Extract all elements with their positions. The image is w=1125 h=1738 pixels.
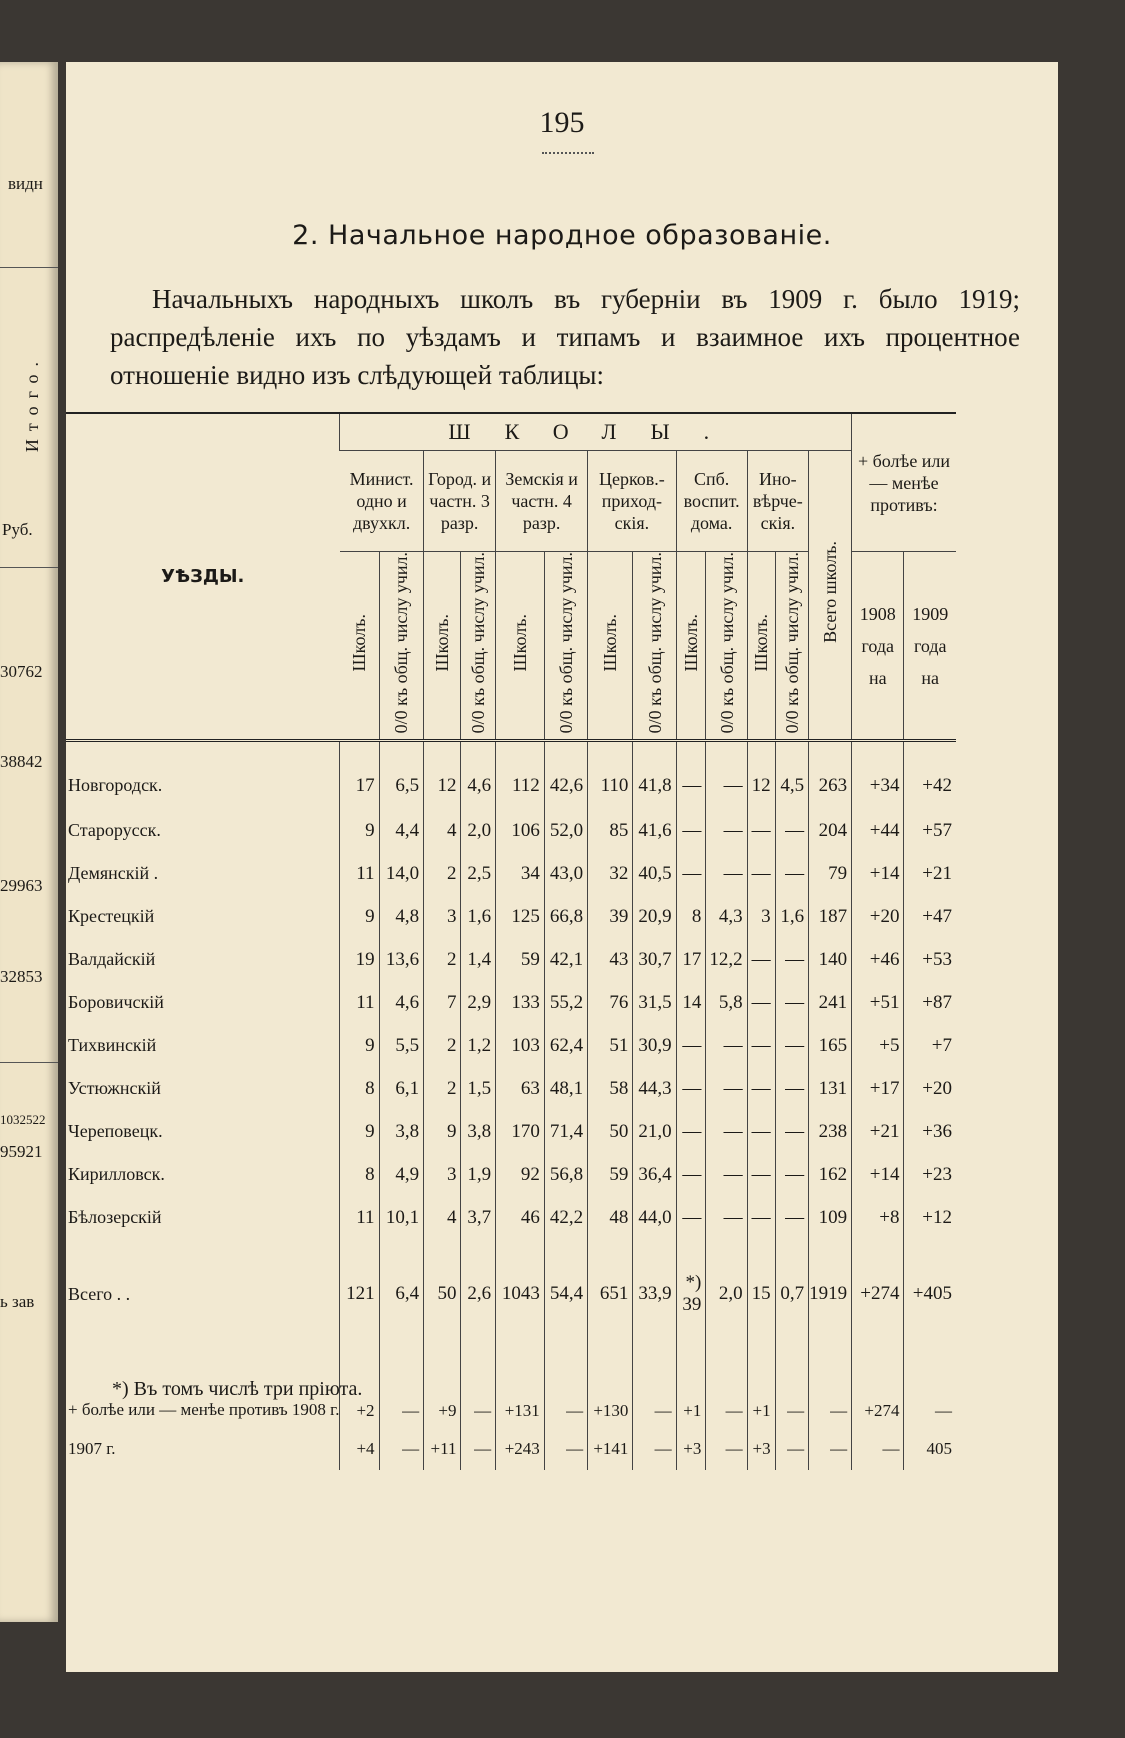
table-row	[66, 1325, 956, 1427]
value-cell: —	[809, 1427, 852, 1470]
value-cell: 9	[340, 895, 379, 938]
value-cell: 162	[809, 1153, 852, 1196]
value-cell: +8	[852, 1196, 904, 1239]
value-cell: 48	[588, 1196, 633, 1239]
group-zemstvo: Земскія и частн. 4 разр.	[496, 451, 588, 552]
value-cell: +243	[496, 1427, 545, 1470]
value-cell: 3	[424, 895, 461, 938]
district-cell: Кирилловск.	[68, 1164, 165, 1185]
value-cell: 8	[340, 1153, 379, 1196]
value-cell: 9	[340, 1110, 379, 1153]
total-column-header: Всего школъ.	[809, 451, 852, 741]
prev-fragment: 32853	[0, 967, 43, 986]
separator-row	[66, 1239, 956, 1263]
value-cell: 21,0	[633, 1110, 676, 1153]
value-cell: 0,7	[775, 1263, 808, 1325]
empty-cell	[424, 1239, 461, 1263]
value-cell: +23	[904, 1153, 956, 1196]
value-cell: 43	[588, 938, 633, 981]
value-cell: —	[706, 1427, 747, 1470]
value-cell: 110	[588, 741, 633, 810]
value-cell: +21	[852, 1110, 904, 1153]
diff-header: + болѣе или — менѣе противъ:	[852, 413, 956, 552]
empty-cell	[775, 1239, 808, 1263]
empty-cell	[496, 1239, 545, 1263]
value-cell: 405	[904, 1427, 956, 1470]
value-cell: —	[775, 852, 808, 895]
value-cell: —	[747, 1196, 775, 1239]
value-cell: 1919	[809, 1263, 852, 1325]
value-cell: 14	[676, 981, 706, 1024]
value-cell: —	[676, 1153, 706, 1196]
prev-fragment: 30762	[0, 662, 43, 681]
value-cell: 33,9	[633, 1263, 676, 1325]
value-cell: +141	[588, 1427, 633, 1470]
value-cell: —	[775, 1427, 808, 1470]
table-row	[66, 1110, 956, 1153]
empty-cell	[747, 1239, 775, 1263]
value-cell: 2	[424, 852, 461, 895]
value-cell: 3,7	[461, 1196, 496, 1239]
value-cell: —	[747, 852, 775, 895]
empty-cell	[904, 1239, 956, 1263]
value-cell: +53	[904, 938, 956, 981]
value-cell: —	[747, 1153, 775, 1196]
value-cell: 2,0	[461, 809, 496, 852]
section-heading: 2. Начальное народное образованіе.	[292, 220, 832, 251]
value-cell: 1,2	[461, 1024, 496, 1067]
value-cell: —	[544, 1325, 587, 1427]
value-cell: 50	[588, 1110, 633, 1153]
table-row	[66, 938, 956, 981]
footnote: *) Въ томъ числѣ три пріюта.	[112, 1378, 363, 1400]
empty-cell	[809, 1239, 852, 1263]
intro-paragraph: Начальныхъ народныхъ школъ въ губерніи въ 1909 г. было 1919; распредѣленіе ихъ по уѣздамъ и типамъ и взаимное ихъ процентное отношеніе видно изъ слѣдующей таблицы:	[110, 284, 1020, 390]
value-cell: —	[676, 852, 706, 895]
value-cell: 121	[340, 1263, 379, 1325]
prev-fragment: 95921	[0, 1142, 43, 1161]
value-cell: +57	[904, 809, 956, 852]
value-cell: 103	[496, 1024, 545, 1067]
value-cell: 34	[496, 852, 545, 895]
value-cell: 52,0	[544, 809, 587, 852]
value-cell: 4,5	[775, 741, 808, 810]
value-cell: 9	[424, 1110, 461, 1153]
district-cell: Тихвинскій	[68, 1035, 157, 1056]
value-cell: 76	[588, 981, 633, 1024]
super-header: ШКОЛЫ.	[340, 413, 852, 451]
empty-cell	[852, 1239, 904, 1263]
sub-percent: 0/0 къ общ. числу учил.	[706, 552, 747, 741]
value-cell: +130	[588, 1325, 633, 1427]
value-cell: —	[706, 1325, 747, 1427]
value-cell: +274	[852, 1263, 904, 1325]
value-cell: +9	[424, 1325, 461, 1427]
value-cell: —	[775, 938, 808, 981]
sub-percent: 0/0 къ общ. числу учил.	[544, 552, 587, 741]
sub-schools: Школъ.	[340, 552, 379, 741]
value-cell: 1,6	[461, 895, 496, 938]
district-cell: Бѣлозерскій	[68, 1207, 162, 1228]
value-cell: —	[775, 1067, 808, 1110]
sub-schools: Школъ.	[424, 552, 461, 741]
value-cell: 140	[809, 938, 852, 981]
value-cell: —	[706, 1067, 747, 1110]
value-cell: 63	[496, 1067, 545, 1110]
value-cell: 30,7	[633, 938, 676, 981]
value-cell: 46	[496, 1196, 545, 1239]
district-cell: Демянскій .	[68, 863, 159, 884]
value-cell: 17	[340, 741, 379, 810]
value-cell: 44,3	[633, 1067, 676, 1110]
value-cell: 4	[424, 809, 461, 852]
district-cell: Крестецкій	[68, 906, 155, 927]
value-cell: —	[747, 809, 775, 852]
value-cell: 1043	[496, 1263, 545, 1325]
value-cell: +14	[852, 1153, 904, 1196]
empty-cell	[706, 1239, 747, 1263]
value-cell: —	[379, 1325, 424, 1427]
value-cell: 4,4	[379, 809, 424, 852]
value-cell: —	[775, 1110, 808, 1153]
value-cell: 85	[588, 809, 633, 852]
value-cell: 165	[809, 1024, 852, 1067]
value-cell: 238	[809, 1110, 852, 1153]
value-cell: —	[747, 938, 775, 981]
value-cell: +1	[747, 1325, 775, 1427]
value-cell: +274	[852, 1325, 904, 1427]
value-cell: —	[633, 1325, 676, 1427]
value-cell: 11	[340, 852, 379, 895]
table-row	[66, 1067, 956, 1110]
value-cell: —	[747, 1024, 775, 1067]
value-cell: —	[379, 1427, 424, 1470]
value-cell: +87	[904, 981, 956, 1024]
value-cell: 7	[424, 981, 461, 1024]
value-cell: 6,4	[379, 1263, 424, 1325]
table-row	[66, 1427, 956, 1470]
value-cell: —	[461, 1427, 496, 1470]
value-cell: +405	[904, 1263, 956, 1325]
value-cell: 4,3	[706, 895, 747, 938]
value-cell: 36,4	[633, 1153, 676, 1196]
value-cell: —	[706, 741, 747, 810]
value-cell: 48,1	[544, 1067, 587, 1110]
value-cell: 30,9	[633, 1024, 676, 1067]
group-other-faith: Ино- вѣрче- скія.	[747, 451, 808, 552]
value-cell: 131	[809, 1067, 852, 1110]
row-header: УѢЗДЫ.	[66, 413, 340, 741]
empty-cell	[340, 1239, 379, 1263]
value-cell: 66,8	[544, 895, 587, 938]
sub-schools: Школъ.	[496, 552, 545, 741]
value-cell: 1,4	[461, 938, 496, 981]
ornament	[542, 146, 594, 154]
value-cell: —	[676, 741, 706, 810]
empty-cell	[66, 1239, 340, 1263]
district-cell: Валдайскій	[68, 949, 156, 970]
prev-fragment: ь зав	[0, 1292, 35, 1311]
value-cell: —	[633, 1427, 676, 1470]
sub-percent: 0/0 къ общ. числу учил.	[379, 552, 424, 741]
district-cell: Боровичскій	[68, 992, 164, 1013]
district-cell: + болѣе или — менѣе противъ 1908 г.	[68, 1400, 340, 1420]
value-cell: 31,5	[633, 981, 676, 1024]
group-ministerial: Минист. одно и двухкл.	[340, 451, 424, 552]
value-cell: —	[706, 809, 747, 852]
value-cell: 92	[496, 1153, 545, 1196]
value-cell: 13,6	[379, 938, 424, 981]
value-cell: 651	[588, 1263, 633, 1325]
value-cell: 50	[424, 1263, 461, 1325]
value-cell: 8	[340, 1067, 379, 1110]
value-cell: 1,9	[461, 1153, 496, 1196]
value-cell: +3	[747, 1427, 775, 1470]
group-city: Город. и частн. 3 разр.	[424, 451, 496, 552]
value-cell: +42	[904, 741, 956, 810]
value-cell: 2,5	[461, 852, 496, 895]
value-cell: —	[706, 852, 747, 895]
district-cell: Старорусск.	[68, 820, 161, 841]
value-cell: —	[775, 1024, 808, 1067]
value-cell: 106	[496, 809, 545, 852]
value-cell: +7	[904, 1024, 956, 1067]
value-cell: —	[775, 1325, 808, 1427]
value-cell: 112	[496, 741, 545, 810]
value-cell: 56,8	[544, 1153, 587, 1196]
value-cell: —	[706, 1196, 747, 1239]
value-cell: 125	[496, 895, 545, 938]
value-cell: 42,6	[544, 741, 587, 810]
value-cell: +51	[852, 981, 904, 1024]
value-cell: 12	[747, 741, 775, 810]
value-cell: +5	[852, 1024, 904, 1067]
empty-cell	[461, 1239, 496, 1263]
value-cell: 58	[588, 1067, 633, 1110]
empty-cell	[676, 1239, 706, 1263]
value-cell: 4,6	[379, 981, 424, 1024]
value-cell: 241	[809, 981, 852, 1024]
schools-table	[66, 412, 956, 1470]
value-cell: 42,1	[544, 938, 587, 981]
value-cell: —	[775, 809, 808, 852]
sub-percent: 0/0 къ общ. числу учил.	[461, 552, 496, 741]
value-cell: —	[747, 1110, 775, 1153]
value-cell: 187	[809, 895, 852, 938]
value-cell: 9	[340, 809, 379, 852]
value-cell: +3	[676, 1427, 706, 1470]
value-cell: 2	[424, 1067, 461, 1110]
table-row	[66, 852, 956, 895]
value-cell: 4,9	[379, 1153, 424, 1196]
empty-cell	[544, 1239, 587, 1263]
value-cell: 3	[747, 895, 775, 938]
value-cell: 71,4	[544, 1110, 587, 1153]
value-cell: —	[904, 1325, 956, 1427]
value-cell: 32	[588, 852, 633, 895]
value-cell: 59	[588, 1153, 633, 1196]
sub-schools: Школъ.	[676, 552, 706, 741]
value-cell: 41,8	[633, 741, 676, 810]
value-cell: 42,2	[544, 1196, 587, 1239]
value-cell: —	[809, 1325, 852, 1427]
value-cell: 133	[496, 981, 545, 1024]
value-cell: +11	[424, 1427, 461, 1470]
value-cell: 2,9	[461, 981, 496, 1024]
district-cell: 1907 г.	[68, 1438, 116, 1458]
table-row	[66, 1024, 956, 1067]
value-cell: 41,6	[633, 809, 676, 852]
value-cell: —	[747, 1067, 775, 1110]
district-cell: Устюжнскій	[68, 1078, 161, 1099]
value-cell: +46	[852, 938, 904, 981]
value-cell: 5,8	[706, 981, 747, 1024]
previous-page-edge	[0, 62, 58, 1622]
value-cell: —	[775, 1196, 808, 1239]
value-cell: 14,0	[379, 852, 424, 895]
value-cell: +36	[904, 1110, 956, 1153]
value-cell: 204	[809, 809, 852, 852]
sub-schools: Школъ.	[747, 552, 775, 741]
sub-schools: Школъ.	[588, 552, 633, 741]
year-1908-header: 1908 года на	[852, 552, 904, 741]
table-row	[66, 1263, 956, 1325]
table-row	[66, 895, 956, 938]
district-cell: Всего . .	[68, 1283, 131, 1304]
value-cell: —	[676, 1196, 706, 1239]
empty-cell	[633, 1239, 676, 1263]
value-cell: 20,9	[633, 895, 676, 938]
district-cell: Новгородск.	[68, 775, 163, 796]
value-cell: 3,8	[461, 1110, 496, 1153]
value-cell: 62,4	[544, 1024, 587, 1067]
value-cell: 12	[424, 741, 461, 810]
prev-fragment: 29963	[0, 876, 43, 895]
value-cell: 43,0	[544, 852, 587, 895]
empty-cell	[588, 1239, 633, 1263]
year-1909-header: 1909 года на	[904, 552, 956, 741]
table-row	[66, 741, 956, 810]
value-cell: 2	[424, 938, 461, 981]
sub-percent: 0/0 къ общ. числу учил.	[775, 552, 808, 741]
group-spb: Спб. воспит. дома.	[676, 451, 747, 552]
value-cell: 19	[340, 938, 379, 981]
prev-fragment: Итого.	[22, 354, 42, 453]
value-cell: —	[544, 1427, 587, 1470]
value-cell: 79	[809, 852, 852, 895]
sub-percent: 0/0 къ общ. числу учил.	[633, 552, 676, 741]
group-church: Церков.- приход- скія.	[588, 451, 676, 552]
value-cell: 4,8	[379, 895, 424, 938]
value-cell: 5,5	[379, 1024, 424, 1067]
value-cell: 1,5	[461, 1067, 496, 1110]
value-cell: 6,1	[379, 1067, 424, 1110]
value-cell: —	[747, 981, 775, 1024]
value-cell: 170	[496, 1110, 545, 1153]
value-cell: +21	[904, 852, 956, 895]
value-cell: 2	[424, 1024, 461, 1067]
value-cell: +20	[904, 1067, 956, 1110]
value-cell: 4	[424, 1196, 461, 1239]
value-cell: 11	[340, 1196, 379, 1239]
value-cell: 9	[340, 1024, 379, 1067]
prev-fragment: 1032522	[0, 1112, 46, 1127]
value-cell: —	[676, 809, 706, 852]
table-row	[66, 1153, 956, 1196]
value-cell: +131	[496, 1325, 545, 1427]
value-cell: —	[461, 1325, 496, 1427]
value-cell: +12	[904, 1196, 956, 1239]
value-cell: 51	[588, 1024, 633, 1067]
value-cell: 59	[496, 938, 545, 981]
prev-fragment: Руб.	[2, 520, 33, 539]
value-cell: —	[676, 1110, 706, 1153]
value-cell: 17	[676, 938, 706, 981]
value-cell: 2,6	[461, 1263, 496, 1325]
value-cell: 109	[809, 1196, 852, 1239]
value-cell: 12,2	[706, 938, 747, 981]
value-cell: 8	[676, 895, 706, 938]
value-cell: +14	[852, 852, 904, 895]
value-cell: 6,5	[379, 741, 424, 810]
value-cell: 40,5	[633, 852, 676, 895]
value-cell: 2,0	[706, 1263, 747, 1325]
value-cell: —	[706, 1153, 747, 1196]
table-body	[66, 741, 956, 1471]
value-cell: 15	[747, 1263, 775, 1325]
prev-fragment: 38842	[0, 752, 43, 771]
prev-fragment: видн	[8, 174, 43, 193]
value-cell: +44	[852, 809, 904, 852]
value-cell: 3	[424, 1153, 461, 1196]
value-cell: —	[706, 1110, 747, 1153]
district-cell: Череповецк.	[68, 1121, 163, 1142]
empty-cell	[379, 1239, 424, 1263]
value-cell: 4,6	[461, 741, 496, 810]
value-cell: —	[775, 1153, 808, 1196]
value-cell: +4	[340, 1427, 379, 1470]
value-cell: 10,1	[379, 1196, 424, 1239]
value-cell: —	[775, 981, 808, 1024]
value-cell: 263	[809, 741, 852, 810]
value-cell: 44,0	[633, 1196, 676, 1239]
value-cell: 55,2	[544, 981, 587, 1024]
value-cell: 3,8	[379, 1110, 424, 1153]
value-cell: +34	[852, 741, 904, 810]
value-cell: —	[676, 1024, 706, 1067]
value-cell: +47	[904, 895, 956, 938]
value-cell: —	[852, 1427, 904, 1470]
value-cell: *) 39	[676, 1263, 706, 1325]
page-number: 195	[539, 106, 585, 139]
table-row	[66, 981, 956, 1024]
value-cell: +20	[852, 895, 904, 938]
value-cell: +2	[340, 1325, 379, 1427]
table-row	[66, 1196, 956, 1239]
document-page	[66, 62, 1058, 1672]
value-cell: 1,6	[775, 895, 808, 938]
value-cell: +17	[852, 1067, 904, 1110]
value-cell: —	[676, 1067, 706, 1110]
value-cell: 11	[340, 981, 379, 1024]
value-cell: —	[706, 1024, 747, 1067]
table-row	[66, 809, 956, 852]
value-cell: 39	[588, 895, 633, 938]
background-edge	[1058, 62, 1125, 1672]
value-cell: 54,4	[544, 1263, 587, 1325]
value-cell: +1	[676, 1325, 706, 1427]
